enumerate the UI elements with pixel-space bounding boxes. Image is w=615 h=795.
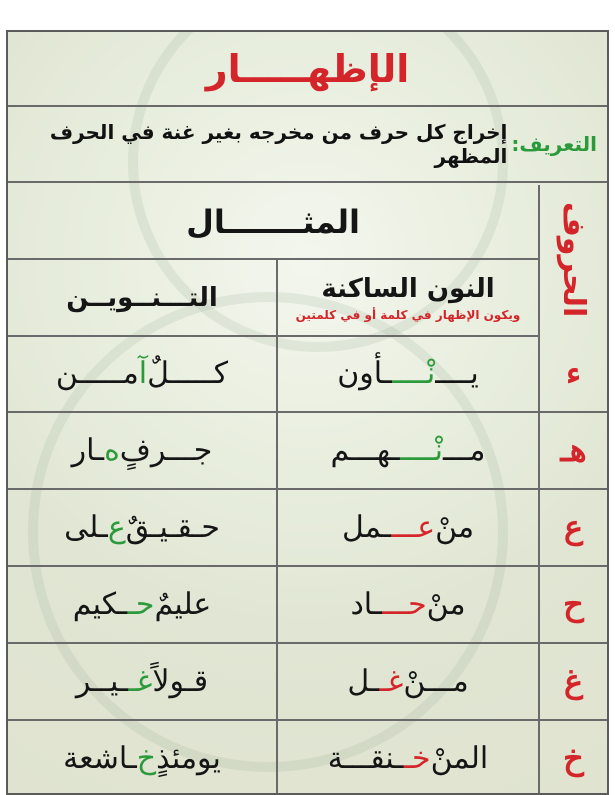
word-part: ـنقـــة [327,740,404,776]
letters-header: الحروف [556,202,591,318]
example-row [8,335,607,413]
word-part: ـل [347,663,379,699]
word-part: ـاشعة [63,740,137,776]
highlighted-letter: ع [107,509,126,545]
definition-label: التعريف: [511,132,597,156]
letter-cell: غ [563,662,584,700]
word-part: مـــــن [55,355,139,391]
word-part: ـاد [350,586,382,622]
letter-cell: ع [563,508,584,546]
word-part: ـهـــم [330,432,400,468]
highlighted-letter: حـ [127,586,155,622]
highlighted-letter: عـــ [390,509,436,545]
highlighted-letter: غـ [378,663,404,699]
word-part: عليمٌ [154,586,212,622]
nun-example-cell [278,335,538,411]
nun-sakina-note: ويكون الإظهار في كلمة أو في كلمتين [295,307,521,322]
nun-sakina-title: النون الساكنة [321,273,495,304]
tanween-example-cell [8,489,278,565]
highlighted-letter: غـ [127,663,153,699]
nun-example-cell [278,489,538,565]
tanween-header [8,260,278,337]
word-part: المنْ [430,740,489,776]
example-row [8,720,607,795]
highlighted-letter: خ [136,740,157,776]
word-part: كـــــلٌ [147,355,229,391]
title-row [8,32,607,107]
word-part: مـــ [443,432,486,468]
word-part: ـمل [341,509,391,545]
tanween-example-cell [8,566,278,642]
letter-cell: خ [563,739,584,777]
highlighted-letter: ه [104,432,120,468]
word-part: ـيــر [75,663,128,699]
highlighted-letter: نْــــ [391,355,436,391]
tanween-example-cell [8,412,278,488]
highlighted-letter: خـ [403,740,431,776]
word-part: ـأون [337,355,392,391]
word-part: مـــنْ [403,663,469,699]
word-part: يومئذٍ [156,740,221,776]
definition-text: إخراج كل حرف من مخرجه بغير غنة في الحرف المظهر [49,120,508,168]
nun-sakina-header [278,260,538,337]
example-row [8,643,607,721]
word-part: جـــرفٍ [119,432,213,468]
word-part: منْ [435,509,475,545]
tanween-example-cell [8,720,278,795]
word-part: ـلى [64,509,108,545]
word-part: منْ [426,586,466,622]
letter-cell: هـ [560,431,587,469]
example-row [8,412,607,490]
highlighted-letter: آ [138,355,148,391]
tanween-title: التـــنــويــن [66,282,218,313]
example-header: المثـــــــال [8,185,538,260]
example-row [8,489,607,567]
word-part: ـكيم [72,586,128,622]
word-part: حـقـيـقٌ [125,509,220,545]
tanween-example-cell [8,643,278,719]
word-part: قـولاً [152,663,209,699]
word-part: يــــ [435,355,479,391]
nun-example-cell [278,643,538,719]
nun-example-cell [278,412,538,488]
definition-row [8,107,607,183]
letter-cell: ح [563,585,584,623]
letter-cell: ء [565,354,582,392]
highlighted-letter: نْــــ [399,432,444,468]
tanween-example-cell [8,335,278,411]
word-part: ـار [71,432,105,468]
poster-page [6,30,609,795]
example-row [8,566,607,644]
nun-example-cell [278,566,538,642]
page-title: الإظهـــــار [205,46,410,91]
nun-example-cell [278,720,538,795]
highlighted-letter: حـــ [381,586,427,622]
